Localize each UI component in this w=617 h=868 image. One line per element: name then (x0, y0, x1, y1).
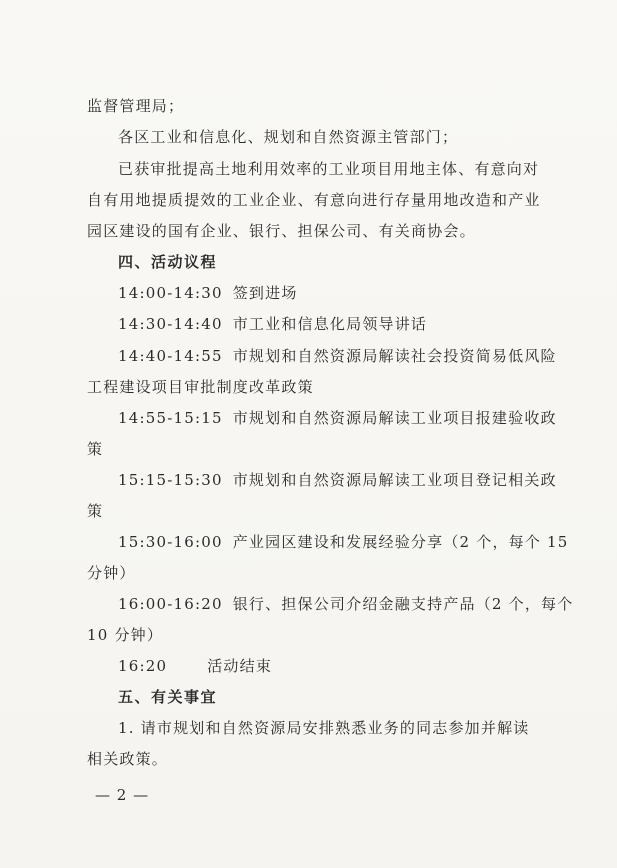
schedule-text: 银行、担保公司介绍金融支持产品（2 个，每个 (232, 595, 574, 613)
schedule-item (118, 594, 617, 614)
schedule-continuation: 10 分钟） (87, 626, 164, 644)
schedule-time: 16:00-16:20 (118, 595, 223, 613)
schedule-continuation: 分钟） (87, 564, 136, 582)
schedule-time: 14:40-14:55 (118, 347, 223, 365)
page-number: — 2 — (95, 786, 150, 804)
schedule-text: 市工业和信息化局领导讲话 (232, 315, 428, 333)
schedule-text: 市规划和自然资源局解读工业项目登记相关政 (232, 471, 557, 489)
schedule-item (118, 314, 617, 334)
schedule-item (118, 532, 617, 552)
schedule-text: 产业园区建设和发展经验分享（2 个，每个 15 (232, 533, 569, 551)
schedule-continuation: 工程建设项目审批制度改革政策 (87, 378, 314, 396)
schedule-text: 市规划和自然资源局解读社会投资简易低风险 (232, 347, 557, 365)
text-line: 1. 请市规划和自然资源局安排熟悉业务的同志参加并解读 (118, 719, 530, 737)
text-line: 各区工业和信息化、规划和自然资源主管部门； (118, 128, 459, 146)
schedule-time: 16:20 (118, 657, 168, 675)
section-heading: 四、活动议程 (118, 253, 218, 271)
schedule-continuation: 策 (87, 440, 104, 458)
schedule-text: 活动结束 (207, 657, 273, 675)
schedule-time: 14:00-14:30 (118, 284, 223, 302)
text-line: 监督管理局； (87, 97, 185, 115)
schedule-item (118, 656, 617, 676)
schedule-time: 14:30-14:40 (118, 315, 223, 333)
schedule-item (118, 470, 617, 490)
schedule-text: 签到进场 (232, 284, 298, 302)
schedule-text: 市规划和自然资源局解读工业项目报建验收政 (232, 409, 557, 427)
schedule-time: 14:55-15:15 (118, 409, 223, 427)
text-line: 已获审批提高土地利用效率的工业项目用地主体、有意向对 (118, 160, 540, 178)
text-line: 相关政策。 (87, 750, 169, 768)
section-heading: 五、有关事宜 (118, 688, 218, 706)
schedule-item (118, 346, 617, 366)
text-line: 园区建设的国有企业、银行、担保公司、有关商协会。 (87, 222, 476, 240)
schedule-continuation: 策 (87, 502, 104, 520)
schedule-time: 15:30-16:00 (118, 533, 223, 551)
schedule-time: 15:15-15:30 (118, 471, 223, 489)
schedule-item (118, 283, 617, 303)
text-line: 自有用地提质提效的工业企业、有意向进行存量用地改造和产业 (87, 191, 541, 209)
schedule-item (118, 408, 617, 428)
